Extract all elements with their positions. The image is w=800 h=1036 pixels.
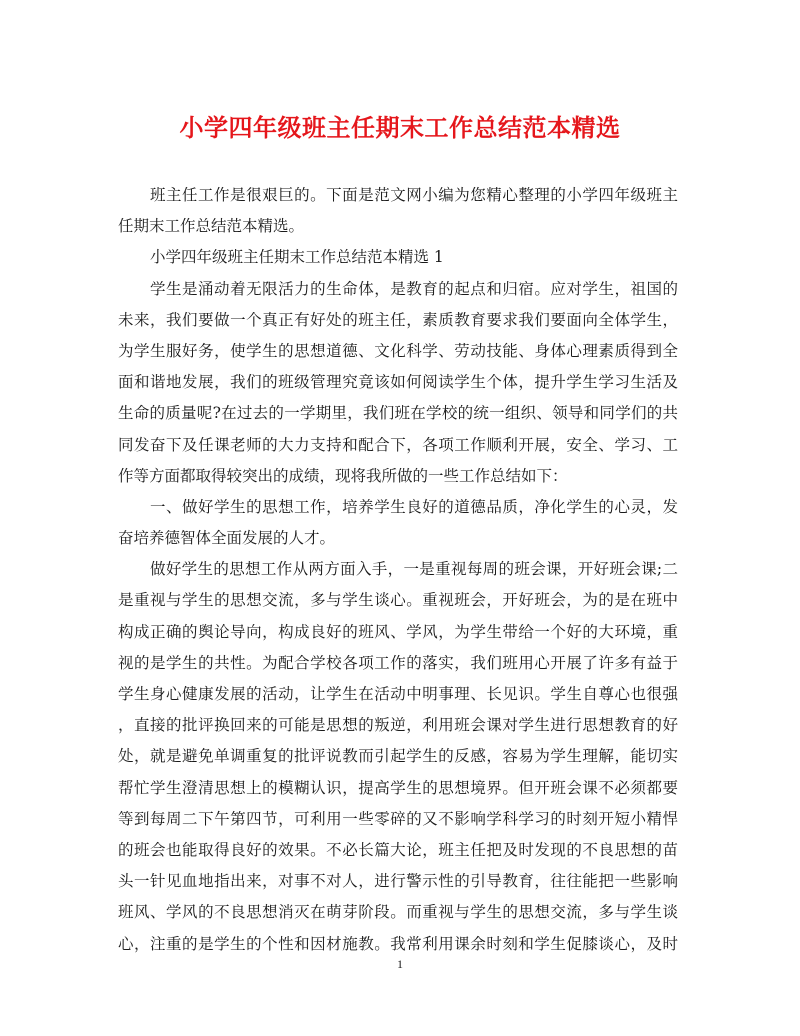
paragraph-line: 班主任工作是很艰巨的。下面是范文网小编为您精心整理的小学四年级班主: [150, 186, 678, 204]
paragraph-line: 心，注重的是学生的个性和因材施教。我常利用课余时刻和学生促膝谈心，及时: [118, 934, 678, 953]
paragraph-line: 一、做好学生的思想工作，培养学生良好的道德品质，净化学生的心灵，发: [150, 497, 678, 516]
document-body: [118, 180, 678, 960]
paragraph-line: 同发奋下及任课老师的大力支持和配合下，各项工作顺利开展，安全、学习、工: [118, 435, 678, 454]
paragraph-line: 头一针见血地指出来，对事不对人，进行警示性的引导教育，往往能把一些影响: [118, 872, 678, 891]
paragraph-line: 是重视与学生的思想交流，多与学生谈心。重视班会，开好班会，为的是在班中: [118, 591, 678, 610]
document-title: 小学四年级班主任期末工作总结范本精选: [179, 113, 621, 142]
paragraph-line: 学生是涌动着无限活力的生命体，是教育的起点和归宿。应对学生，祖国的: [150, 279, 678, 298]
paragraph-line: 做好学生的思想工作从两方面入手，一是重视每周的班会课，开好班会课;二: [150, 560, 678, 579]
paragraph-line: 奋培养德智体全面发展的人才。: [118, 529, 336, 548]
paragraph-line: 任期末工作总结范本精选。: [118, 217, 305, 236]
paragraph-line: 作等方面都取得较突出的成绩，现将我所做的一些工作总结如下：: [118, 466, 568, 485]
paragraph-line: 的班会也能取得良好的效果。不必长篇大论，班主任把及时发现的不良思想的苗: [118, 840, 678, 859]
paragraph-line: 面和谐地发展，我们的班级管理究竟该如何阅读学生个体，提升学生学习生活及: [118, 373, 678, 392]
paragraph-line: 为学生服好务，使学生的思想道德、文化科学、劳动技能、身体心理素质得到全: [118, 341, 678, 360]
paragraph-line: 帮忙学生澄清思想上的模糊认识，提高学生的思想境界。但开班会课不必须都要: [118, 778, 678, 797]
paragraph-line: 学生身心健康发展的活动，让学生在活动中明事理、长见识。学生自尊心也很强: [118, 685, 678, 703]
paragraph-line: 构成正确的舆论导向，构成良好的班风、学风，为学生带给一个好的大环境，重: [118, 622, 678, 641]
paragraph-line: 未来，我们要做一个真正有好处的班主任，素质教育要求我们要面向全体学生，: [118, 310, 678, 329]
page-number: 1: [397, 957, 403, 971]
paragraph-line: 等到每周二下午第四节，可利用一些零碎的又不影响学科学习的时刻开短小精悍: [118, 809, 678, 828]
paragraph-line: 班风、学风的不良思想消灭在萌芽阶段。而重视与学生的思想交流，多与学生谈: [118, 903, 678, 922]
paragraph-line: 生命的质量呢?在过去的一学期里，我们班在学校的统一组织、领导和同学们的共: [118, 404, 678, 423]
paragraph-line: 视的是学生的共性。为配合学校各项工作的落实，我们班用心开展了许多有益于: [118, 653, 678, 672]
paragraph-line: ，直接的批评换回来的可能是思想的叛逆，利用班会课对学生进行思想教育的好: [118, 716, 678, 735]
section-heading: 小学四年级班主任期末工作总结范本精选 1: [150, 248, 444, 267]
paragraph-line: 处，就是避免单调重复的批评说教而引起学生的反感，容易为学生理解，能切实: [118, 747, 678, 766]
